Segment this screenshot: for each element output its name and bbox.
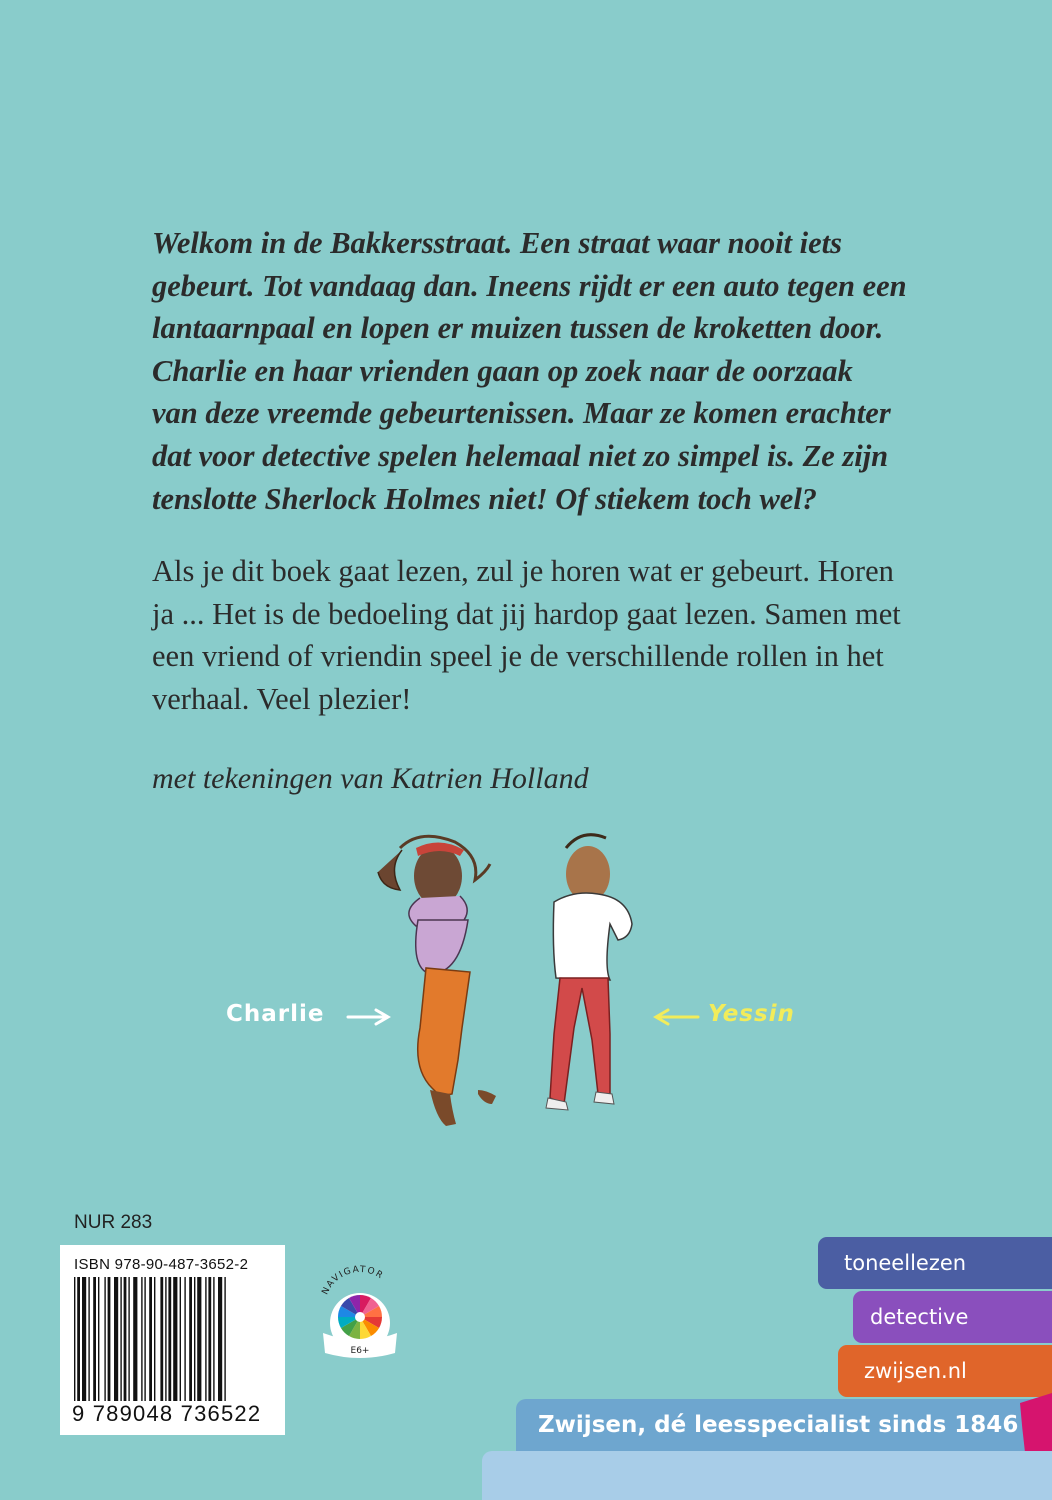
blurb-line: gebeurt. Tot vandaag dan. Ineens rijdt er een auto tegen een xyxy=(152,268,907,303)
navigator-badge-icon xyxy=(305,1255,415,1365)
navigator-level: E6+ xyxy=(350,1346,370,1356)
blurb-line: dat voor detective spelen helemaal niet zo simpel is. Ze zijn xyxy=(152,438,889,473)
barcode-icon xyxy=(72,1277,277,1401)
body-line: verhaal. Veel plezier! xyxy=(152,681,412,716)
navigator-label: NAVIGATOR xyxy=(320,1264,386,1297)
bottom-color-bar xyxy=(482,1451,1052,1500)
arrow-left-icon xyxy=(650,1006,700,1028)
body-line: Als je dit boek gaat lezen, zul je horen wat er gebeurt. Horen xyxy=(152,554,894,588)
tag-website: zwijsen.nl xyxy=(838,1345,1052,1397)
blurb-line: Charlie en haar vrienden gaan op zoek naar de oorzaak xyxy=(152,353,853,388)
isbn-label: ISBN 978-90-487-3652-2 xyxy=(74,1256,249,1273)
tag-toneellezen: toneellezen xyxy=(818,1237,1052,1289)
characters-illustration xyxy=(360,828,680,1140)
yessin-figure xyxy=(546,835,632,1110)
blurb-line: van deze vreemde gebeurtenissen. Maar ze komen erachter xyxy=(152,396,891,431)
body-paragraph xyxy=(152,550,962,720)
nur-code: NUR 283 xyxy=(74,1212,153,1233)
charlie-figure xyxy=(378,836,496,1126)
arrow-right-icon xyxy=(346,1006,394,1028)
tag-detective: detective xyxy=(853,1291,1052,1343)
illustrator-credit: met tekeningen van Katrien Holland xyxy=(152,762,589,795)
body-line: ja ... Het is de bedoeling dat jij hardop gaat lezen. Samen met xyxy=(152,596,901,631)
charlie-label: Charlie xyxy=(226,1001,325,1027)
body-line: een vriend of vriendin speel je de verschillende rollen in het xyxy=(152,639,884,674)
blurb-line: Welkom in de Bakkersstraat. Een straat waar nooit iets xyxy=(152,226,843,260)
svg-text:NAVIGATOR xyxy=(321,1265,386,1297)
yessin-label: Yessin xyxy=(708,1001,795,1027)
blurb-line: lantaarnpaal en lopen er muizen tussen de kroketten door. xyxy=(152,311,884,346)
publisher-slogan: Zwijsen, dé leesspecialist sinds 1846 xyxy=(516,1399,1052,1451)
barcode-panel xyxy=(60,1245,285,1435)
blurb-line: tenslotte Sherlock Holmes niet! Of stiekem toch wel? xyxy=(152,481,818,516)
barcode-digits: 9 789048 736522 xyxy=(72,1401,262,1426)
blurb-paragraph xyxy=(152,222,972,520)
